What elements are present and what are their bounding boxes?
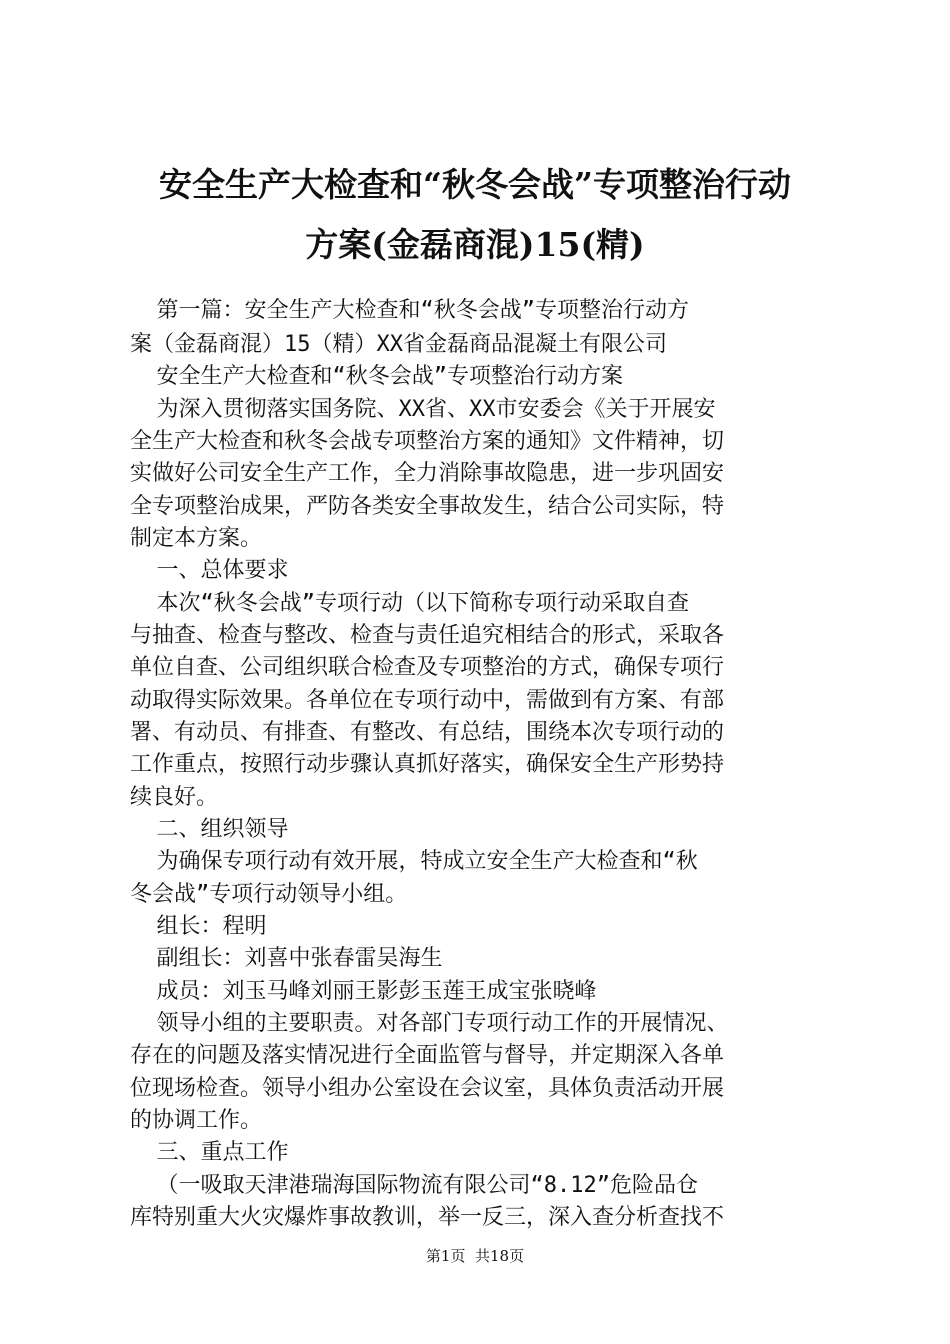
body-line: （一吸取天津港瑞海国际物流有限公司“8.12”危险品仓 [130, 1173, 698, 1198]
body-line: 成员：刘玉马峰刘丽王影彭玉莲王成宝张晓峰 [130, 979, 597, 1004]
body-line: 领导小组的主要职责。对各部门专项行动工作的开展情况、 [130, 1011, 729, 1036]
section-heading: 三、重点工作 [130, 1140, 289, 1165]
body-line: 安全生产大检查和“秋冬会战”专项整治行动方案 [130, 364, 623, 389]
body-line: 署、有动员、有排查、有整改、有总结，围绕本次专项行动的 [130, 720, 725, 745]
body-line: 全生产大检查和秋冬会战专项整治方案的通知》文件精神，切 [130, 429, 725, 454]
body-line: 实做好公司安全生产工作，全力消除事故隐患，进一步巩固安 [130, 461, 725, 486]
body-line: 单位自查、公司组织联合检查及专项整治的方式，确保专项行 [130, 655, 725, 680]
body-line: 为确保专项行动有效开展，特成立安全生产大检查和“秋 [130, 849, 698, 874]
body-line: 续良好。 [130, 785, 219, 810]
body-line: 工作重点，按照行动步骤认真抓好落实，确保安全生产形势持 [130, 752, 725, 777]
body-line: 存在的问题及落实情况进行全面监管与督导，并定期深入各单 [130, 1043, 725, 1068]
body-line: 动取得实际效果。各单位在专项行动中，需做到有方案、有部 [130, 688, 725, 713]
body-line: 案（金磊商混）15（精）XX省金磊商品混凝土有限公司 [130, 332, 667, 357]
body-line: 本次“秋冬会战”专项行动（以下简称专项行动采取自查 [130, 591, 689, 616]
body-line: 位现场检查。领导小组办公室设在会议室，具体负责活动开展 [130, 1076, 725, 1101]
body-line: 与抽查、检查与整改、检查与责任追究相结合的形式，采取各 [130, 623, 725, 648]
body-line: 库特别重大火灾爆炸事故教训，举一反三，深入查分析查找不 [130, 1205, 725, 1230]
section-heading: 二、组织领导 [130, 817, 289, 842]
body-line: 副组长：刘喜中张春雷吴海生 [130, 946, 443, 971]
body-line: 全专项整治成果，严防各类安全事故发生，结合公司实际，特 [130, 494, 725, 519]
body-line: 冬会战”专项行动领导小组。 [130, 882, 408, 907]
body-line: 组长：程明 [130, 914, 267, 939]
document-title-line-1: 安全生产大检查和“秋冬会战”专项整治行动 [159, 165, 791, 204]
body-line: 为深入贯彻落实国务院、XX省、XX市安委会《关于开展安 [130, 397, 716, 422]
body-line: 制定本方案。 [130, 526, 263, 551]
page-number-footer: 第1页 共18页 [425, 1247, 525, 1265]
document-title-line-2: 方案(金磊商混)15(精) [305, 225, 645, 264]
section-heading: 一、总体要求 [130, 558, 289, 583]
body-line: 第一篇：安全生产大检查和“秋冬会战”专项整治行动方 [130, 298, 689, 323]
body-line: 的协调工作。 [130, 1108, 263, 1133]
